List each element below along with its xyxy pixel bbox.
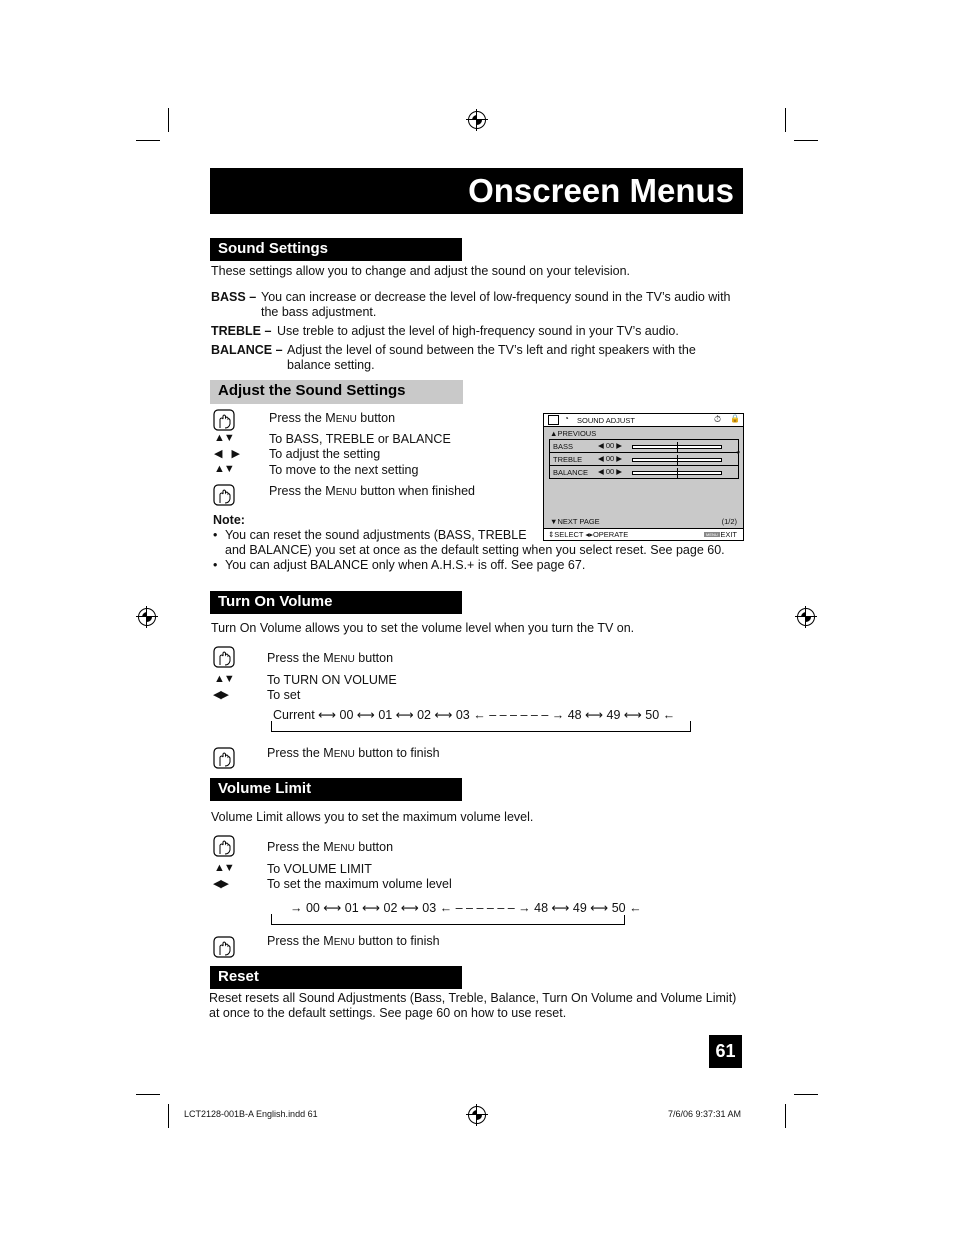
page-title-bar [210,168,743,214]
turn-on-step-2: To TURN ON VOLUME [267,673,397,687]
left-right-arrows-icon: ◀ ▶ [214,448,243,460]
crop-mark [785,1104,786,1128]
osd-footer: ⇕SELECT ◂▸OPERATE MENU EXIT [544,528,743,540]
speaker-icon: ◔ [564,414,569,423]
page-title: Onscreen Menus [468,172,734,209]
reset-text: Reset resets all Sound Adjustments (Bass, Treble, Balance, Turn On Volume and Volume Limit) [209,991,737,1005]
osd-previous[interactable]: ▲PREVIOUS [550,429,597,438]
balance-label: BALANCE – [211,343,283,357]
section-heading-sound-settings: Sound Settings [210,238,462,261]
sound-adjust-screen [543,413,744,541]
note-1-cont: and BALANCE) you set at once as the default setting when you select reset. See page 60. [225,543,725,557]
note-2: You can adjust BALANCE only when A.H.S.+ is off. See page 67. [225,558,586,572]
osd-settings-list [549,439,739,479]
crop-mark [168,108,169,132]
crop-mark [168,1104,169,1128]
press-button-icon [213,409,235,431]
turn-on-step-1: Press the MENU button [267,651,394,665]
osd-header [544,414,743,427]
note-bullet: • [213,528,218,542]
note-bullet: • [213,558,218,572]
up-down-arrows-icon: ▲▼ [214,862,234,874]
press-button-icon [213,484,235,506]
crop-mark [785,108,786,132]
osd-exit: EXIT [720,530,737,539]
volume-limit-step-2: To VOLUME LIMIT [267,862,372,876]
left-right-arrows-icon: ◀▶ [213,878,228,890]
adjust-step-3: To adjust the setting [269,447,381,461]
up-down-arrows-icon: ▲▼ [214,432,234,444]
lock-icon: 🔒 [730,414,740,423]
sequence-loop-line [271,914,625,925]
adjust-step-4: To move to the next setting [269,463,419,477]
turn-on-intro: Turn On Volume allows you to set the volume level when you turn the TV on. [211,621,635,635]
bass-label: BASS – [211,290,257,304]
osd-row-treble[interactable]: TREBLE ◀ 00 ▶ [550,453,738,466]
registration-mark-icon [138,608,156,626]
osd-next-page[interactable]: ▼NEXT PAGE [550,517,600,526]
page-number: 61 [709,1035,742,1068]
crop-mark [794,140,818,141]
press-button-icon [213,747,235,769]
section-heading-adjust-sound: Adjust the Sound Settings [210,380,463,404]
press-button-icon [213,646,235,668]
crop-mark [136,140,160,141]
scroll-indicator-icon: ▾ [736,450,740,457]
footer-filename: LCT2128-001B-A English.indd 61 [184,1109,318,1119]
crop-mark [794,1094,818,1095]
press-button-icon [213,936,235,958]
volume-limit-sequence: → 00 ⟷ 01 ⟷ 02 ⟷ 03 ← – – – – – – → 48 ⟷ 49 ⟷ 50 ← [290,901,642,915]
footer-timestamp: 7/6/06 9:37:31 AM [668,1109,742,1119]
menu-badge: MENU [706,532,718,537]
note-label: Note: [213,513,245,527]
sequence-loop-line [271,721,691,732]
note-1: You can reset the sound adjustments (BASS, TREBLE [225,528,527,542]
registration-mark-icon [468,1106,486,1124]
osd-title: SOUND ADJUST [577,416,635,425]
registration-mark-icon [468,111,486,129]
balance-text-cont: balance setting. [287,358,375,372]
section-heading-reset: Reset [210,966,462,989]
section-heading-turn-on-volume: Turn On Volume [210,591,462,614]
timer-icon: ⏱ [714,414,722,424]
up-down-arrows-icon: ▲▼ [214,673,234,685]
adjust-step-2: To BASS, TREBLE or BALANCE [269,432,451,446]
up-down-arrows-icon: ▲▼ [214,463,234,475]
osd-page-indicator: (1/2) [721,517,737,526]
left-right-arrows-icon: ◀▶ [213,689,228,701]
turn-on-volume-sequence: Current ⟷ 00 ⟷ 01 ⟷ 02 ⟷ 03 ← – – – – – – → 48 ⟷ 49 ⟷ 50 ← [273,708,676,722]
section-heading-volume-limit: Volume Limit [210,778,462,801]
adjust-step-5: Press the MENU button when finished [269,484,475,498]
treble-label: TREBLE – [211,324,272,338]
bass-text-cont: the bass adjustment. [261,305,377,319]
volume-limit-step-1: Press the MENU button [267,840,394,854]
adjust-step-1: Press the MENU button [269,411,396,425]
osd-row-balance[interactable]: BALANCE ◀ 00 ▶ [550,466,738,478]
crop-mark [136,1094,160,1095]
volume-limit-step-finish: Press the MENU button to finish [267,934,440,948]
reset-text-cont: at once to the default settings. See page 60 on how to use reset. [209,1006,567,1020]
osd-row-bass[interactable]: BASS ◀ 00 ▶ [550,440,738,453]
balance-text: Adjust the level of sound between the TV’s left and right speakers with the [287,343,696,357]
sound-settings-intro: These settings allow you to change and adjust the sound on your television. [211,264,631,278]
press-button-icon [213,835,235,857]
bass-text: You can increase or decrease the level of low-frequency sound in the TV’s audio with [261,290,731,304]
volume-limit-step-3: To set the maximum volume level [267,877,452,891]
volume-limit-intro: Volume Limit allows you to set the maximum volume level. [211,810,534,824]
registration-mark-icon [797,608,815,626]
turn-on-step-finish: Press the MENU button to finish [267,746,440,760]
tv-icon [548,415,559,425]
treble-text: Use treble to adjust the level of high-frequency sound in your TV’s audio. [277,324,679,338]
turn-on-step-3: To set [267,688,301,702]
